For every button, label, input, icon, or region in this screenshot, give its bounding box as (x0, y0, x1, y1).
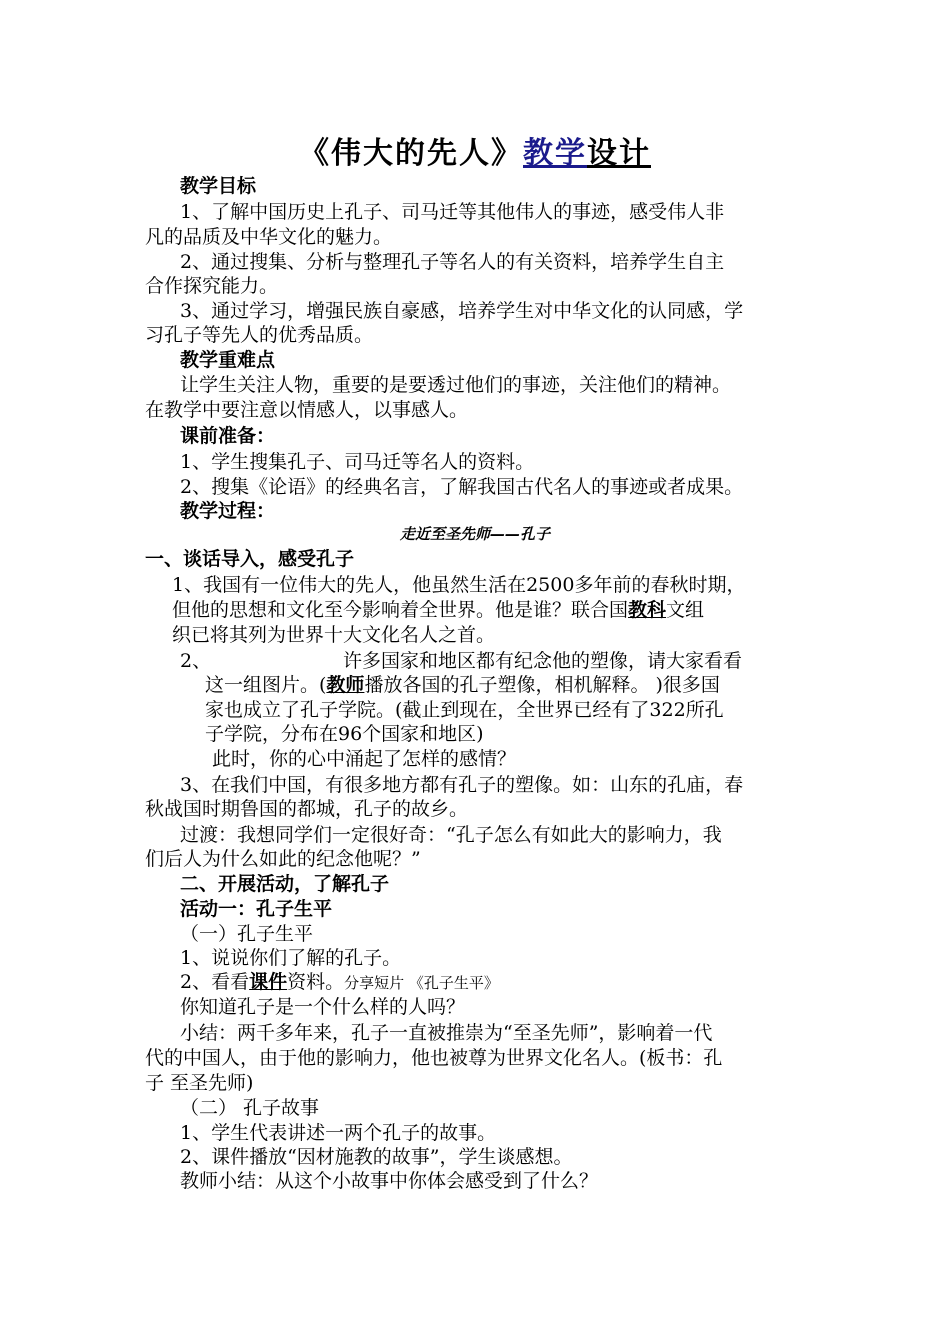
text-line: 教师小结：从这个小故事中你体会感受到了什么？ (180, 1170, 599, 1192)
section-subtitle: 走近至圣先师——孔子 (399, 525, 550, 543)
text-line: 在教学中要注意以情感人，以事感人。 (145, 399, 469, 421)
text-line: 1、我国有一位伟大的先人，他虽然生活在2500多年前的春秋时期， (172, 574, 746, 596)
link-textbook[interactable]: 教科 (628, 599, 667, 621)
text-line: 1、了解中国历史上孔子、司马迁等其他伟人的事迹，感受伟人非 (180, 201, 725, 223)
title-part: 《伟大的先人》 (299, 136, 523, 171)
link-teacher[interactable]: 教师 (326, 674, 365, 696)
list-number: 2、 (180, 650, 212, 672)
text-line: 小结：两千多年来，孔子一直被推崇为“至圣先师”，影响着一代 (180, 1022, 713, 1044)
title-link[interactable]: 教学 (523, 136, 587, 171)
text-line: 2、搜集《论语》的经典名言，了解我国古代名人的事迹或者成果。 (180, 476, 744, 498)
text-line: （一）孔子生平 (180, 923, 314, 945)
heading-goals: 教学目标 (180, 175, 257, 197)
text-span: 这一组图片。( (205, 674, 327, 696)
text-line: 你知道孔子是一个什么样的人吗？ (180, 996, 466, 1018)
text-line: 让学生关注人物，重要的是要透过他们的事迹，关注他们的精神。 (180, 374, 732, 396)
text-line: 子学院，分布在96个国家和地区) (205, 723, 484, 745)
page-title (0, 128, 950, 172)
heading-process: 教学过程： (180, 500, 276, 522)
text-line: 们后人为什么如此的纪念他呢？” (145, 848, 421, 870)
text-line: 3、通过学习，增强民族自豪感，培养学生对中华文化的认同感，学 (180, 300, 744, 322)
text-span: 资料。 (287, 971, 345, 993)
text-line: 此时，你的心中涌起了怎样的感情？ (212, 748, 517, 770)
text-line: 习孔子等先人的优秀品质。 (145, 324, 374, 346)
heading-prep: 课前准备： (180, 425, 276, 447)
text-span: 2、看看 (180, 971, 250, 993)
text-line: 1、说说你们了解的孔子。 (180, 947, 402, 969)
text-line: 家也成立了孔子学院。(截止到现在，全世界已经有了322所孔 (205, 699, 724, 721)
text-line: 合作探究能力。 (145, 275, 279, 297)
heading-key-points: 教学重难点 (180, 349, 276, 371)
text-line: 2、通过搜集、分析与整理孔子等名人的有关资料，培养学生自主 (180, 251, 725, 273)
text-line: （二） 孔子故事 (180, 1097, 320, 1119)
text-line: 织已将其列为世界十大文化名人之首。 (172, 624, 496, 646)
text-line: 过渡：我想同学们一定很好奇：“孔子怎么有如此大的影响力，我 (180, 824, 722, 846)
text-line: 2、课件播放“因材施教的故事”，学生谈感想。 (180, 1146, 573, 1168)
text-line: 1、学生代表讲述一两个孔子的故事。 (180, 1122, 497, 1144)
title-part: 设计 (587, 136, 651, 171)
text-span: 分享短片 《孔子生平》 (344, 974, 499, 992)
text-span: 播放各国的孔子塑像，相机解释。 )很多国 (364, 674, 720, 696)
heading-part-two: 二、开展活动，了解孔子 (180, 873, 390, 895)
text-line (205, 673, 720, 697)
text-line (172, 598, 704, 622)
text-line: 秋战国时期鲁国的都城，孔子的故乡。 (145, 798, 469, 820)
text-line: 子 至圣先师) (145, 1072, 254, 1094)
text-line: 3、在我们中国，有很多地方都有孔子的塑像。如：山东的孔庙，春 (180, 774, 744, 796)
text-line: 许多国家和地区都有纪念他的塑像，请大家看看 (343, 650, 743, 672)
heading-part-one: 一、谈话导入，感受孔子 (145, 548, 355, 570)
text-span: 文组 (666, 599, 705, 621)
heading-activity-one: 活动一：孔子生平 (180, 898, 333, 920)
text-line: 代的中国人，由于他的影响力，他也被尊为世界文化名人。(板书：孔 (145, 1047, 723, 1069)
text-line: 凡的品质及中华文化的魅力。 (145, 226, 393, 248)
text-span: 但他的思想和文化至今影响着全世界。他是谁？联合国 (172, 599, 629, 621)
link-courseware[interactable]: 课件 (249, 971, 288, 993)
text-line (180, 970, 499, 995)
text-line: 1、学生搜集孔子、司马迁等名人的资料。 (180, 451, 535, 473)
